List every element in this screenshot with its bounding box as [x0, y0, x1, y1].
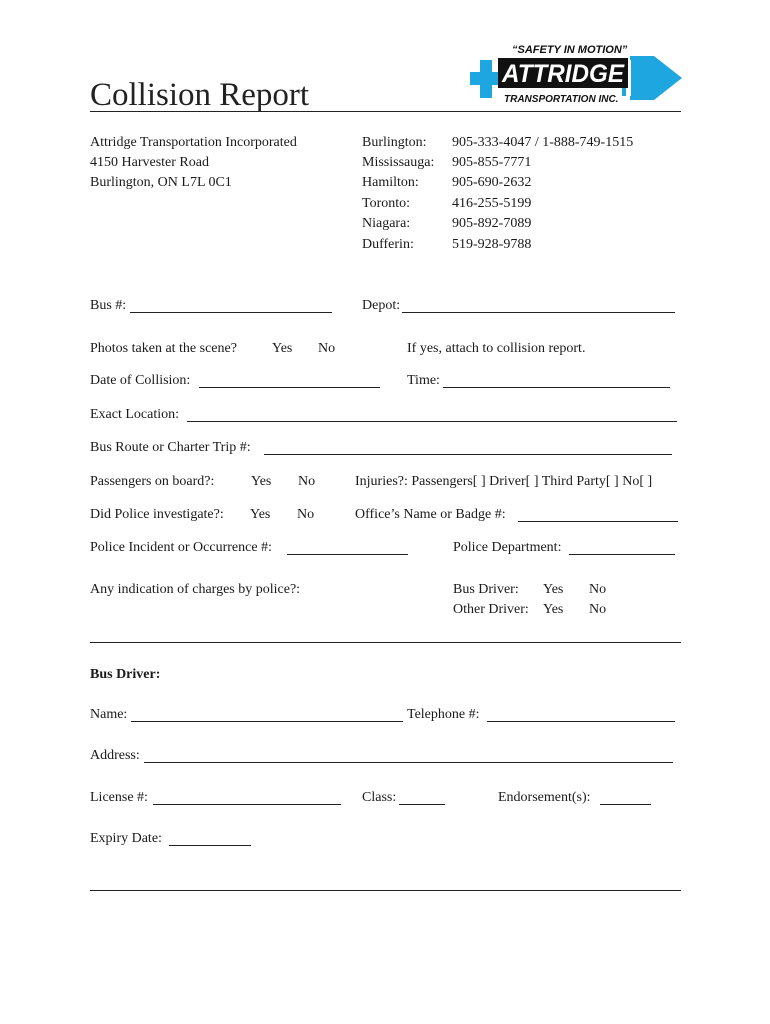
date-field[interactable]: [199, 387, 380, 388]
driver-name-field[interactable]: [131, 721, 403, 722]
police-investigate-label: Did Police investigate?:: [90, 507, 224, 522]
phone-number: 905-690-2632: [452, 175, 532, 190]
phone-location: Hamilton:: [362, 175, 419, 190]
driver-address-label: Address:: [90, 748, 140, 763]
driver-telephone-label: Telephone #:: [407, 707, 480, 722]
logo-tagline: “SAFETY IN MOTION”: [512, 44, 628, 56]
charges-other-driver-no[interactable]: No: [589, 602, 607, 617]
officer-field[interactable]: [518, 521, 678, 522]
bus-number-field[interactable]: [130, 312, 332, 313]
incident-field[interactable]: [287, 554, 408, 555]
driver-telephone-field[interactable]: [487, 721, 675, 722]
driver-address-field[interactable]: [144, 762, 673, 763]
route-label: Bus Route or Charter Trip #:: [90, 440, 251, 455]
police-yes-option[interactable]: Yes: [250, 507, 271, 522]
depot-field[interactable]: [402, 312, 675, 313]
date-label: Date of Collision:: [90, 373, 191, 388]
company-city: Burlington, ON L7L 0C1: [90, 175, 232, 190]
charges-bus-driver-label: Bus Driver:: [453, 582, 519, 597]
incident-label: Police Incident or Occurrence #:: [90, 540, 272, 555]
charges-label: Any indication of charges by police?:: [90, 582, 301, 597]
charges-bus-driver-yes[interactable]: Yes: [543, 582, 564, 597]
phone-number: 519-928-9788: [452, 237, 532, 252]
phone-location: Toronto:: [362, 196, 411, 211]
injuries-label[interactable]: Injuries?: Passengers[ ] Driver[ ] Third Party[ ] No[ ]: [355, 474, 653, 489]
photos-note: If yes, attach to collision report.: [407, 341, 586, 356]
passengers-no-option[interactable]: No: [298, 474, 316, 489]
driver-license-field[interactable]: [153, 804, 341, 805]
section-divider: [90, 642, 681, 643]
phone-number: 905-855-7771: [452, 155, 532, 170]
driver-endorsement-label: Endorsement(s):: [498, 790, 591, 805]
phone-location: Mississauga:: [362, 155, 435, 170]
department-field[interactable]: [569, 554, 675, 555]
phone-location: Burlington:: [362, 135, 427, 150]
driver-class-label: Class:: [362, 790, 397, 805]
photos-no-option[interactable]: No: [318, 341, 336, 356]
bus-driver-heading: Bus Driver:: [90, 667, 161, 682]
phone-number: 905-333-4047 / 1-888-749-1515: [452, 135, 634, 150]
title-rule: [90, 111, 681, 112]
page-title: Collision Report: [90, 77, 310, 113]
charges-other-driver-label: Other Driver:: [453, 602, 529, 617]
photos-label: Photos taken at the scene?: [90, 341, 237, 356]
driver-expiry-field[interactable]: [169, 845, 251, 846]
department-label: Police Department:: [453, 540, 562, 555]
driver-name-label: Name:: [90, 707, 128, 722]
bus-number-label: Bus #:: [90, 298, 127, 313]
officer-label: Office’s Name or Badge #:: [355, 507, 506, 522]
plus-icon: [470, 60, 502, 98]
company-name: Attridge Transportation Incorporated: [90, 135, 297, 150]
location-field[interactable]: [187, 421, 677, 422]
charges-other-driver-yes[interactable]: Yes: [543, 602, 564, 617]
location-label: Exact Location:: [90, 407, 180, 422]
police-no-option[interactable]: No: [297, 507, 315, 522]
depot-label: Depot:: [362, 298, 401, 313]
attridge-logo: [470, 40, 682, 108]
time-label: Time:: [407, 373, 440, 388]
company-street: 4150 Harvester Road: [90, 155, 209, 170]
time-field[interactable]: [443, 387, 670, 388]
logo-brand: ATTRIDGE: [501, 60, 626, 88]
phone-location: Dufferin:: [362, 237, 414, 252]
passengers-yes-option[interactable]: Yes: [251, 474, 272, 489]
route-field[interactable]: [264, 454, 672, 455]
driver-endorsement-field[interactable]: [600, 804, 651, 805]
phone-number: 416-255-5199: [452, 196, 532, 211]
charges-bus-driver-no[interactable]: No: [589, 582, 607, 597]
phone-number: 905-892-7089: [452, 216, 532, 231]
passengers-label: Passengers on board?:: [90, 474, 215, 489]
phone-location: Niagara:: [362, 216, 411, 231]
photos-yes-option[interactable]: Yes: [272, 341, 293, 356]
driver-license-label: License #:: [90, 790, 148, 805]
bottom-divider: [90, 890, 681, 891]
logo-sub: TRANSPORTATION INC.: [504, 94, 619, 105]
driver-expiry-label: Expiry Date:: [90, 831, 162, 846]
arrow-icon: [630, 56, 682, 100]
driver-class-field[interactable]: [399, 804, 445, 805]
